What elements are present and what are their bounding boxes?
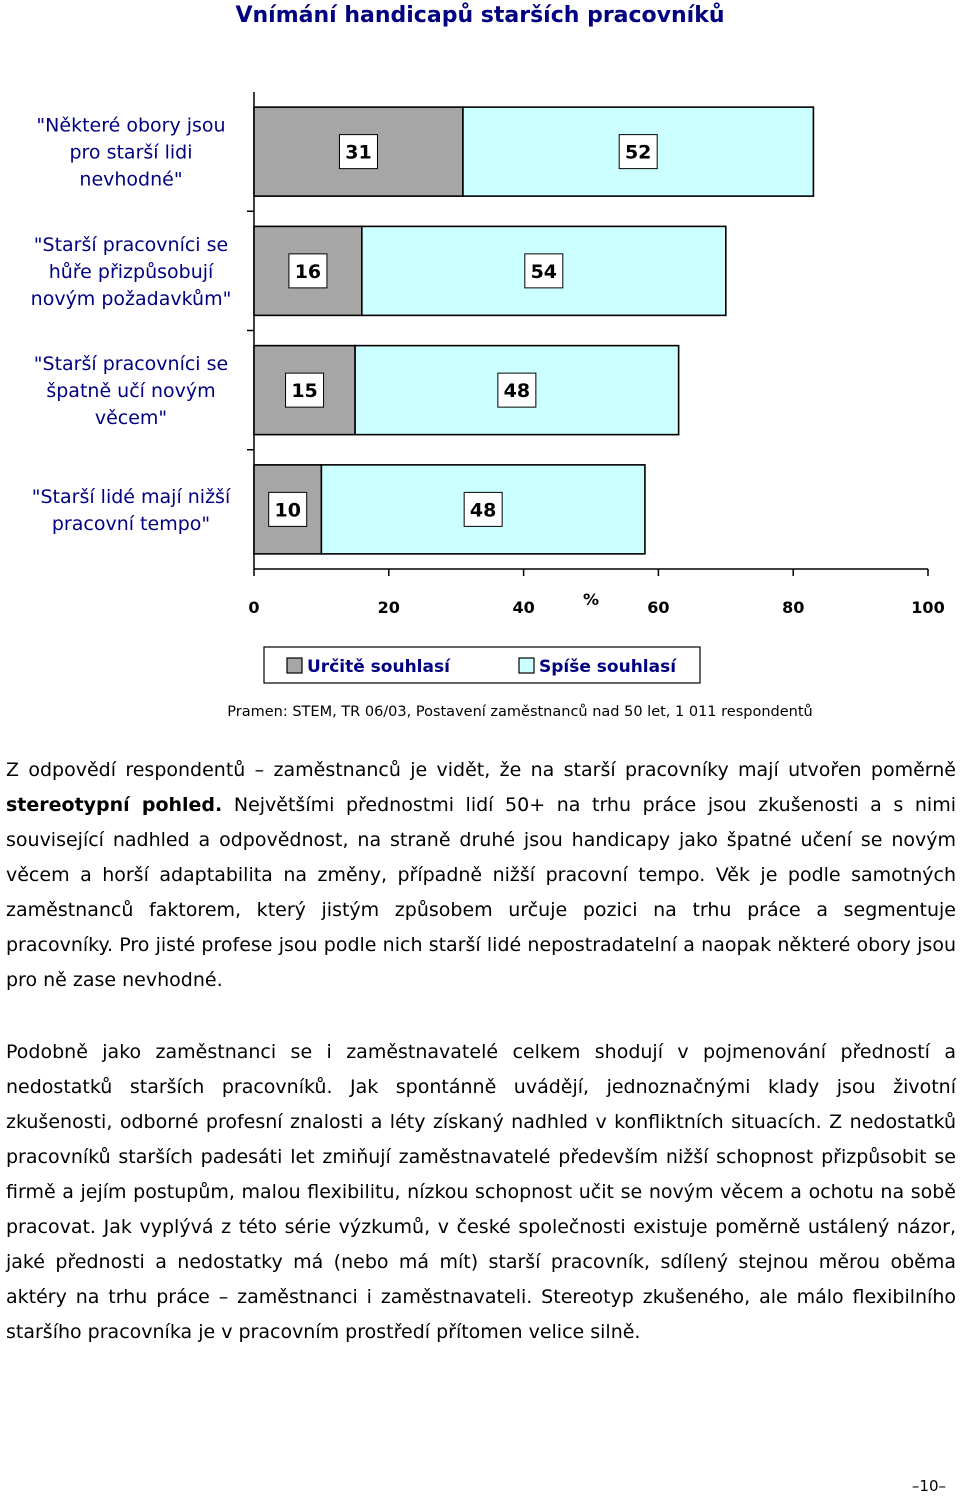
- category-label: pracovní tempo": [51, 512, 211, 535]
- paragraph-2: Podobně jako zaměstnanci se i zaměstnavatelé celkem shodují v pojmenování předností a nedostatků starších pracovníků. Jak spontánně uvádějí, jednoznačnými klady jsou životní zkušenosti, odborné profesní znalosti a léty získaný nadhled v konfliktních situacích. Z nedostatků pracovníků starších padesáti let zmiňují zaměstnavatelé především nižší schopnost přizpůsobit se firmě a jejím postupům, malou flexibilitu, nízkou schopnost učit se novým věcem a ochotu na sobě pracovat. Jak vyplývá z této série výzkumů, v české společnosti existuje poměrně ustálený názor, jaké přednosti a nedostatky má (nebo má mít) starší pracovník, sdílený stejnou měrou oběma aktéry na trhu práce – zaměstnanci i zaměstnavateli. Stereotyp zkušeného, ale málo flexibilního staršího pracovníka je v pracovním prostředí přítomen velice silně.: [6, 1041, 956, 1343]
- legend-swatch: [287, 658, 302, 673]
- category-label: "Starší lidé mají nižší: [31, 485, 231, 508]
- category-label: "Starší pracovníci se: [33, 233, 229, 256]
- category-label: novým požadavkům": [30, 287, 232, 310]
- page-title: Vnímání handicapů starších pracovníků: [235, 3, 725, 28]
- category-label: pro starší lidi: [69, 141, 193, 164]
- category-label: věcem": [94, 407, 168, 430]
- source-note: Pramen: STEM, TR 06/03, Postavení zaměstnanců nad 50 let, 1 011 respondentů: [227, 704, 813, 720]
- x-tick-label: 40: [512, 598, 535, 617]
- data-label: 10: [274, 499, 301, 522]
- x-tick-label: 60: [647, 598, 670, 617]
- x-tick-label: 20: [377, 598, 400, 617]
- category-label: hůře přizpůsobují: [48, 260, 214, 283]
- legend-swatch: [519, 658, 534, 673]
- x-axis-label: %: [582, 590, 600, 609]
- category-label: špatně učí novým: [46, 380, 216, 403]
- category-label: "Starší pracovníci se: [33, 353, 229, 376]
- x-tick-label: 80: [782, 598, 805, 617]
- x-tick-label: 100: [911, 598, 945, 617]
- paragraph-1: [6, 753, 956, 998]
- stacked-bar-chart: [0, 92, 960, 692]
- data-label: 15: [291, 380, 318, 403]
- data-label: 48: [469, 499, 497, 522]
- page-number: –10–: [911, 1477, 946, 1495]
- data-label: 54: [530, 260, 558, 283]
- paragraph-1-highlight: stereotypní pohled.: [6, 794, 223, 816]
- category-label: nevhodné": [79, 168, 183, 191]
- data-label: 31: [345, 141, 372, 164]
- paragraph-1-before: Z odpovědí respondentů – zaměstnanců je vidět, že na starší pracovníky mají utvořen poměrně: [6, 759, 956, 781]
- legend-label: Určitě souhlasí: [307, 657, 450, 677]
- data-label: 16: [294, 260, 322, 283]
- paragraph-1-after: Největšími přednostmi lidí 50+ na trhu práce jsou zkušenosti a s nimi související nadhled a odpovědnost, na straně druhé jsou handicapy jako špatné učení se novým věcem a horší adaptabilita na změny, případně nižší pracovní tempo. Věk je podle samotných zaměstnanců faktorem, který jistým způsobem určuje pozici na trhu práce a segmentuje pracovníky. Pro jisté profese jsou podle nich starší lidé nepostradatelní a naopak některé obory jsou pro ně zase nevhodné.: [6, 794, 956, 991]
- data-label: 48: [503, 380, 531, 403]
- category-label: "Některé obory jsou: [36, 114, 226, 137]
- legend-label: Spíše souhlasí: [539, 657, 677, 677]
- x-tick-label: 0: [248, 598, 260, 617]
- data-label: 52: [624, 141, 652, 164]
